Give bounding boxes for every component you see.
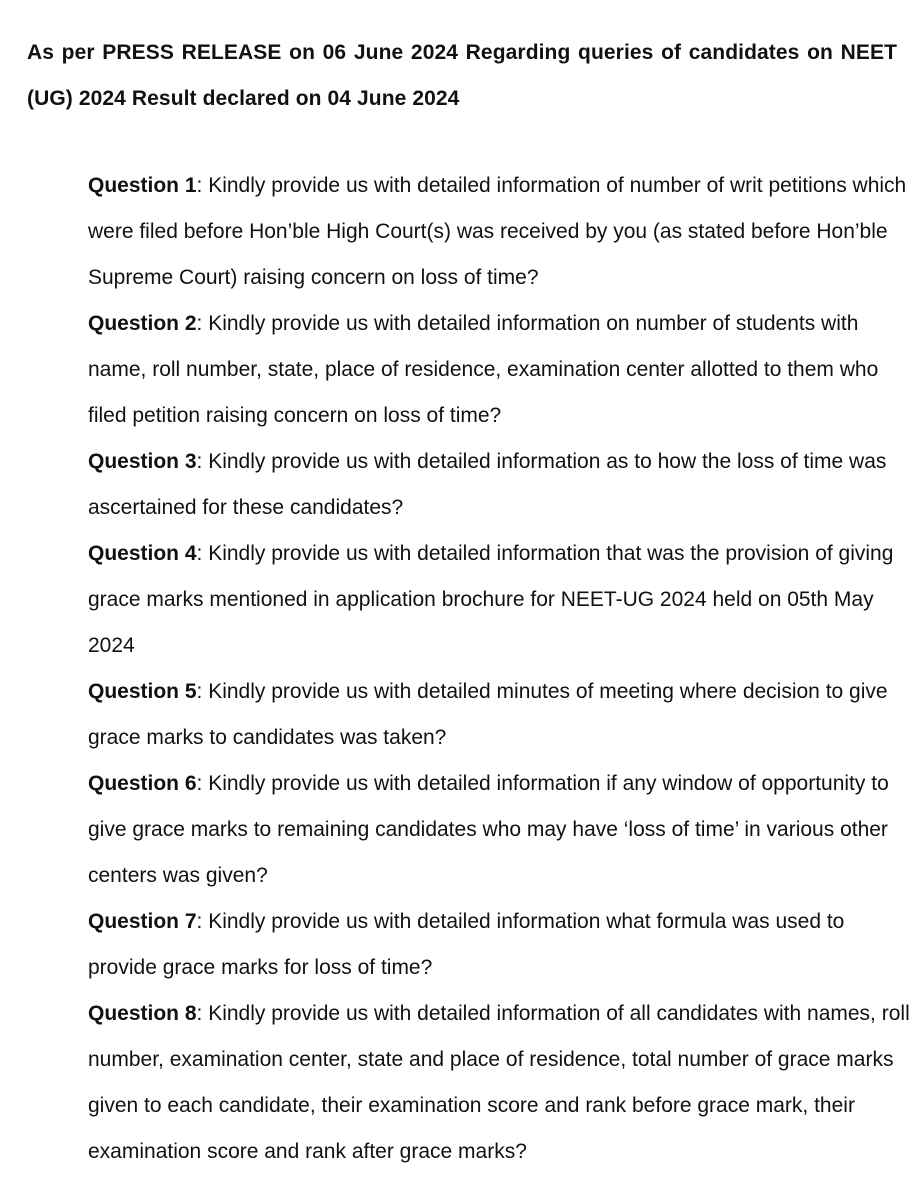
question-label: Question 5 [88,680,197,703]
question-2 [88,301,916,439]
question-label: Question 8 [88,1002,197,1025]
question-text: : Kindly provide us with detailed information that was the provision of giving grace marks mentioned in application brochure for NEET-UG 2024 held on 05th May 2024 [88,542,894,657]
question-1 [88,163,916,301]
question-label: Question 7 [88,910,197,933]
question-label: Question 4 [88,542,197,565]
question-list [88,163,916,1175]
question-text: : Kindly provide us with detailed information if any window of opportunity to give grace marks to remaining candidates who may have ‘loss of time’ in various other centers was given? [88,772,889,887]
question-text: : Kindly provide us with detailed information of number of writ petitions which were filed before Hon’ble High Court(s) was received by you (as stated before Hon’ble Supreme Court) raising concern on loss of time? [88,174,907,289]
question-7 [88,899,916,991]
question-text: : Kindly provide us with detailed information what formula was used to provide grace marks for loss of time? [88,910,845,979]
question-label: Question 2 [88,312,197,335]
question-text: : Kindly provide us with detailed information of all candidates with names, roll number, examination center, state and place of residence, total number of grace marks given to each candidate, their examination score and rank before grace mark, their examination score and rank after grace marks? [88,1002,910,1163]
question-3 [88,439,916,531]
question-text: : Kindly provide us with detailed minutes of meeting where decision to give grace marks to candidates was taken? [88,680,888,749]
question-4 [88,531,916,669]
document-heading: As per PRESS RELEASE on 06 June 2024 Regarding queries of candidates on NEET (UG) 2024 Result declared on 04 June 2024 [27,41,897,110]
question-label: Question 6 [88,772,197,795]
question-label: Question 1 [88,174,197,197]
question-text: : Kindly provide us with detailed information on number of students with name, roll number, state, place of residence, examination center allotted to them who filed petition raising concern on loss of time? [88,312,879,427]
question-text: : Kindly provide us with detailed information as to how the loss of time was ascertained for these candidates? [88,450,887,519]
question-6 [88,761,916,899]
question-5 [88,669,916,761]
question-8 [88,991,916,1175]
question-label: Question 3 [88,450,197,473]
